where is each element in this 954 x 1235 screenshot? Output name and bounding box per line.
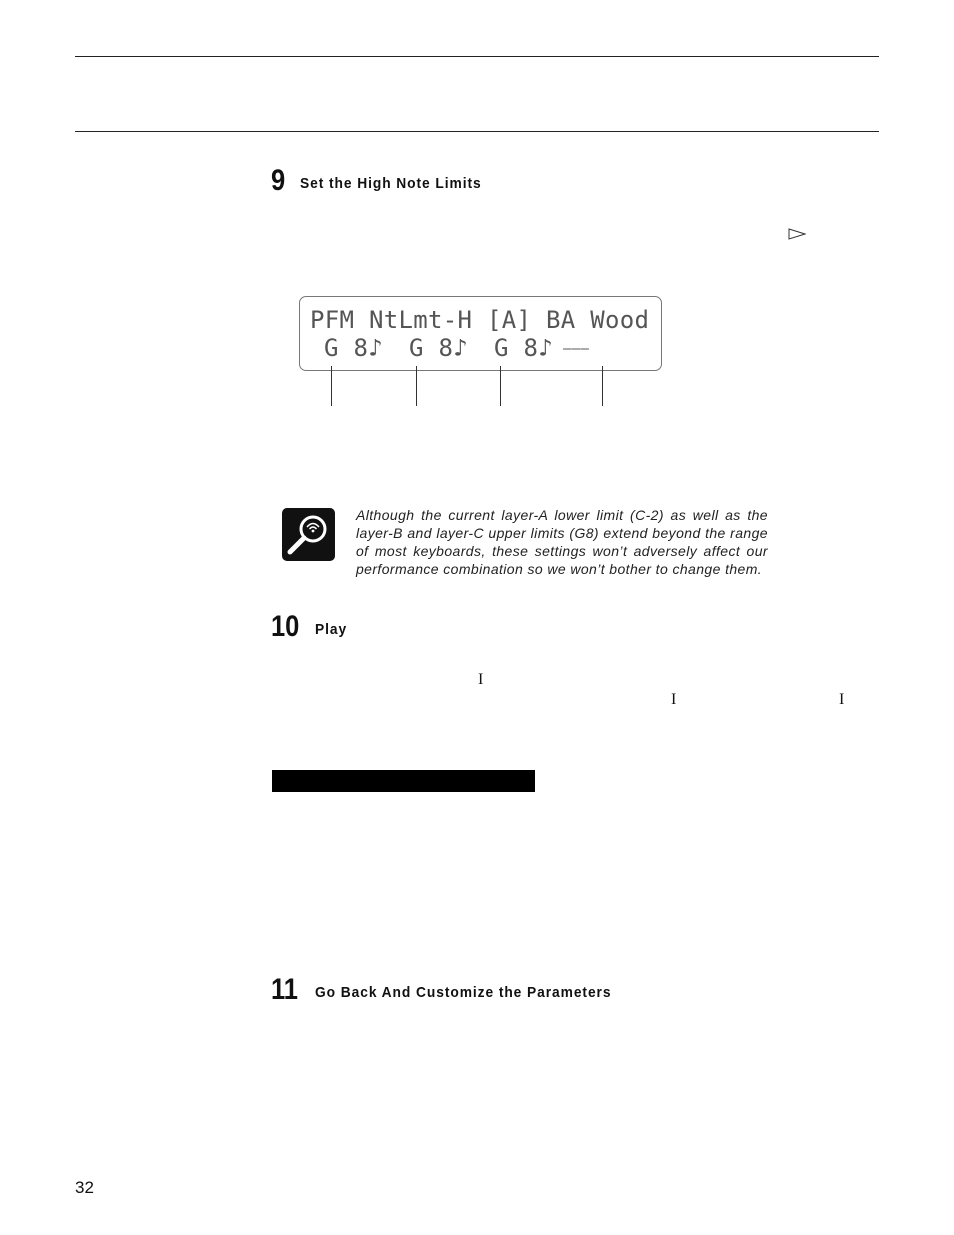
continue-arrow-icon	[788, 228, 806, 240]
note-text: Although the current layer-A lower limit (C-2) as well as the layer-B and layer-C upper limits (G8) extend beyond the range of most keyboards, these settings won’t adversely affect our performance combination so we won’t bother to change them.	[356, 507, 768, 577]
leader-line-b	[416, 366, 417, 406]
magnifier-icon	[282, 508, 335, 561]
leader-line-a	[331, 366, 332, 406]
lcd-value-layer-b: G 8♪	[409, 334, 468, 362]
lcd-line-1: PFM NtLmt-H [A] BA Wood	[310, 306, 650, 334]
header-rule	[75, 131, 879, 132]
step-11-number: 11	[271, 973, 298, 1006]
text-glyph-2: I	[671, 691, 677, 708]
lcd-value-layer-d: ———	[563, 341, 590, 357]
lcd-value-layer-a: G 8♪	[324, 334, 383, 362]
text-glyph-3: I	[839, 691, 845, 708]
black-bar	[272, 770, 535, 792]
lcd-display	[299, 296, 662, 371]
step-10-number: 10	[271, 610, 300, 643]
leader-line-d	[602, 366, 603, 406]
leader-line-c	[500, 366, 501, 406]
page-number: 32	[75, 1178, 94, 1197]
step-10-title: Play	[315, 621, 348, 638]
lcd-value-layer-c: G 8♪	[494, 334, 553, 362]
step-11-title: Go Back And Customize the Parameters	[315, 984, 612, 1001]
lcd-line-2	[324, 334, 589, 364]
top-rule	[75, 56, 879, 57]
text-glyph-1: I	[478, 671, 484, 688]
step-9-title: Set the High Note Limits	[300, 175, 482, 192]
step-9-number: 9	[271, 164, 286, 197]
